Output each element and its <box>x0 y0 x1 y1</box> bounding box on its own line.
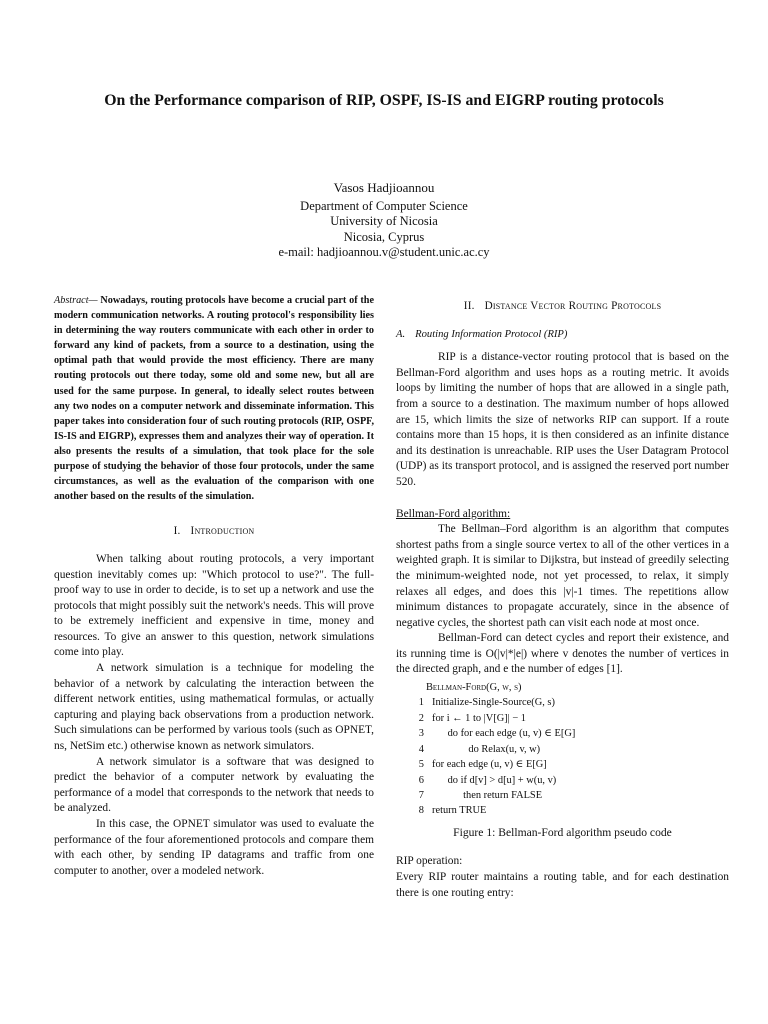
intro-paragraph-2: A network simulation is a technique for modeling the behavior of a network by calculating the interaction between the different network entities, using mathematical formulas, or actually capturing and playing back observations from a production network. Such simulations can be performed by various tools (such as OPNET, ns, NetSim etc.) otherwise known as network simulators. <box>54 662 374 753</box>
intro-paragraph-3: A network simulator is a software that was designed to predict the behavior of a computer network by evaluating the performance of a model that corresponds to the network that needs to be analyzed. <box>54 755 374 815</box>
algorithm-line <box>396 788 729 803</box>
line-number: 5 <box>418 759 424 771</box>
line-code: do Relax(u, v, w) <box>432 743 541 755</box>
intro-paragraph-1: When talking about routing protocols, a very important question inevitably comes up: "Which protocol to use?". The full-proof way to use in order to decide, is to set up a network and use the protocols that might possibly suit the network's needs. This will prove to be extremely inefficient and expensive in time, money and resources. To give an answer to this question, network simulations come into play. <box>54 552 374 659</box>
figure-caption: Figure 1: Bellman-Ford algorithm pseudo code <box>453 825 672 839</box>
algorithm-line <box>396 742 729 757</box>
section-title: Introduction <box>190 525 255 538</box>
author-block <box>0 180 768 260</box>
author-university: University of Nicosia <box>330 214 438 229</box>
left-column <box>54 293 374 879</box>
algorithm-line <box>396 803 729 818</box>
line-number: 7 <box>418 789 424 801</box>
rip-operation-text: Every RIP router maintains a routing table, and for each destination there is one routing entry: <box>396 870 729 899</box>
bellman-ford-paragraph-1: The Bellman–Ford algorithm is an algorithm that computes shortest paths from a single source vertex to all of the other vertices in a weighted graph. It is similar to Dijkstra, but instead of greedily selecting the minimum-weighted node, not yet processed, to relax, it simply relaxes all edges, and does this |v|-1 times. The repetitions allow minimum distances to propagate accurately, since in the absence of negative cycles, the shortest path can visit each node at most once. <box>396 523 729 629</box>
author-department: Department of Computer Science <box>300 199 468 214</box>
line-number: 6 <box>418 774 424 786</box>
section-heading-introduction <box>54 524 374 540</box>
author-location: Nicosia, Cyprus <box>343 229 425 244</box>
line-number: 8 <box>418 805 424 817</box>
line-code: do for each edge (u, v) ∈ E[G] <box>432 728 576 740</box>
algorithm-line <box>396 757 729 772</box>
algorithm-line <box>396 711 729 726</box>
bellman-ford-heading: Bellman-Ford algorithm: <box>396 507 511 520</box>
line-number: 4 <box>418 743 424 755</box>
line-code: for i ← 1 to |V[G]| − 1 <box>432 712 526 724</box>
subsection-heading-rip <box>396 327 729 343</box>
line-number: 1 <box>418 697 424 709</box>
section-number: I. <box>173 525 181 538</box>
abstract-text: Nowadays, routing protocols have become a crucial part of the modern communication networks. A routing protocol's responsibility lies in determining the way routers communicate with each other in order to forward any kind of packets, from a source to a destination, using the optimal path that would provide the most efficiency. There are many routing protocols out there today, some old and some new, but all are used for the same purpose. In general, to ideally select routes between any two nodes on a computer network and disseminate information. This paper takes into consideration four of such routing protocols (RIP, OSPF, IS-IS and EIGRP), expresses them and analyzes their way of operation. It also presents the results of a simulation, that took place for the sole purpose of studying the behavior of those four protocols, under the same circumstances, as well as the evaluation of the comparison with one another based on the results of the simulation. <box>54 295 374 503</box>
rip-paragraph: RIP is a distance-vector routing protocol that is based on the Bellman-Ford algorithm and uses hops as a routing metric. It avoids loops by limiting the number of hops that are allowed in a single path, from a source to a destination. The maximum number of hops allowed are 15, which limits the size of networks RIP can support. If a route contains more than 15 hops, it is then considered as an infinite distance and its destination is unreachable. RIP uses the User Datagram Protocol (UDP) as its transport protocol, and is assigned the reserved port number 520. <box>396 351 729 488</box>
paper-title: On the Performance comparison of RIP, OSPF, IS-IS and EIGRP routing protocols <box>104 92 664 109</box>
line-code: for each edge (u, v) ∈ E[G] <box>432 759 547 771</box>
line-code: do if d[v] > d[u] + w(u, v) <box>432 774 557 786</box>
abstract <box>54 293 374 504</box>
algorithm-pseudocode <box>396 680 729 819</box>
line-code: Initialize-Single-Source(G, s) <box>432 697 555 709</box>
line-number: 2 <box>418 712 424 724</box>
rip-operation-heading: RIP operation: <box>396 855 463 868</box>
author-email: e-mail: hadjioannou.v@student.unic.ac.cy <box>278 244 490 259</box>
section-number: II. <box>463 300 475 312</box>
line-code: return TRUE <box>432 805 487 817</box>
section-title: Distance Vector Routing Protocols <box>484 300 662 312</box>
algorithm-line <box>396 695 729 710</box>
algorithm-name: Bellman-Ford(G, w, s) <box>426 682 522 694</box>
intro-paragraph-4: In this case, the OPNET simulator was used to evaluate the performance of the four aforementioned protocols and compare them with each other, by sending IP datagrams and traffic from one computer to another, over a modeled network. <box>54 818 374 877</box>
bellman-ford-paragraph-2: Bellman-Ford can detect cycles and report their existence, and its running time is O(|v|*|e|) where v denotes the number of vertices in the directed graph, and e the number of edges [1]. <box>396 632 729 676</box>
right-column <box>396 293 729 901</box>
abstract-lead: Abstract— <box>54 295 98 306</box>
subsection-title: Routing Information Protocol (RIP) <box>415 328 568 340</box>
author-name: Vasos Hadjioannou <box>333 180 435 195</box>
algorithm-line <box>396 726 729 741</box>
algorithm-line <box>396 773 729 788</box>
line-number: 3 <box>418 728 424 740</box>
section-heading-distance-vector <box>396 299 729 315</box>
subsection-number: A. <box>396 328 406 340</box>
line-code: then return FALSE <box>432 789 543 801</box>
